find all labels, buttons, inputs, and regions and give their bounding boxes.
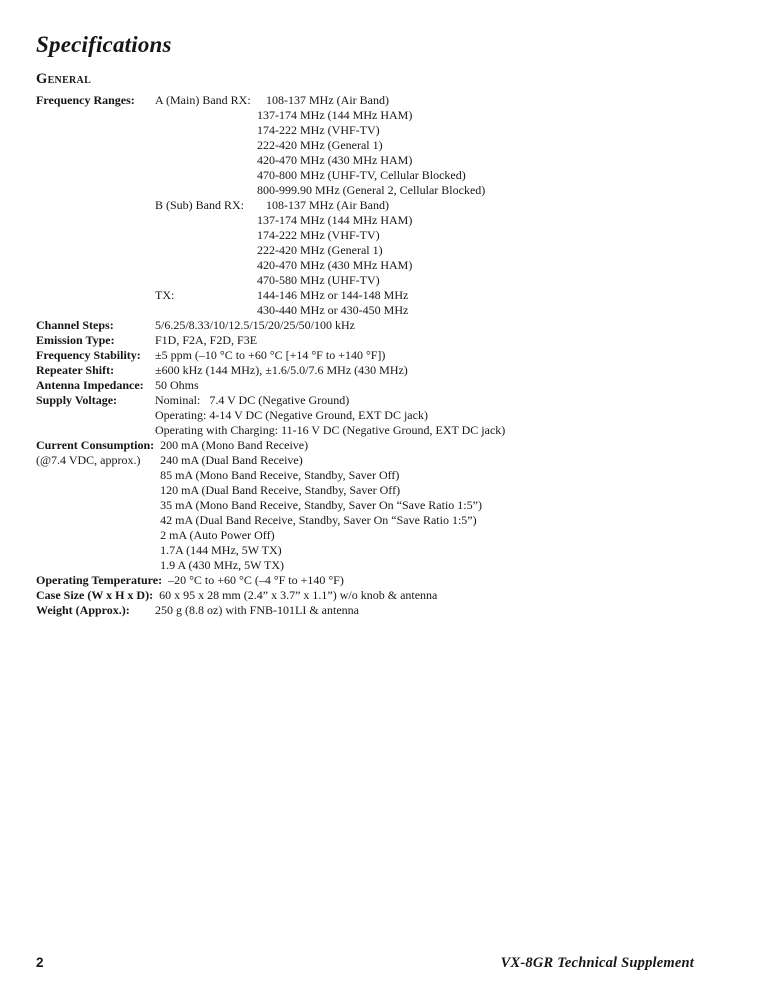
spec-line: 144-146 MHz or 144-148 MHz	[257, 288, 409, 302]
spec-line: 42 mA (Dual Band Receive, Standby, Saver On “Save Ratio 1:5”)	[160, 513, 477, 527]
spec-label: Emission Type:	[36, 333, 115, 347]
spec-line: Operating with Charging: 11-16 V DC (Negative Ground, EXT DC jack)	[155, 423, 506, 437]
spec-row	[36, 573, 735, 588]
spec-line: 222-420 MHz (General 1)	[257, 243, 383, 257]
spec-value-col	[155, 318, 735, 333]
spec-row	[36, 93, 735, 318]
spec-line: 420-470 MHz (430 MHz HAM)	[257, 258, 413, 272]
spec-label-col	[36, 588, 159, 603]
spec-line: 174-222 MHz (VHF-TV)	[257, 228, 380, 242]
spec-row	[36, 363, 735, 378]
spec-line: 5/6.25/8.33/10/12.5/15/20/25/50/100 kHz	[155, 318, 355, 332]
spec-value-col	[155, 393, 735, 438]
page-number: 2	[36, 955, 44, 970]
spec-row	[36, 393, 735, 438]
spec-line: Nominal: 7.4 V DC (Negative Ground)	[155, 393, 350, 407]
page-content	[36, 32, 735, 618]
spec-value-col	[155, 93, 735, 318]
spec-value-col	[155, 378, 735, 393]
spec-label-col	[36, 333, 155, 348]
spec-line: 108-137 MHz (Air Band)	[266, 198, 389, 212]
spec-lines	[257, 93, 485, 198]
spec-label: Supply Voltage:	[36, 393, 118, 407]
spec-line: 108-137 MHz (Air Band)	[266, 93, 389, 107]
spec-label-col	[36, 603, 155, 618]
frequency-group	[155, 288, 735, 318]
spec-sublabel: TX:	[155, 288, 175, 302]
spec-label-col	[36, 93, 155, 108]
doc-title: VX-8GR Technical Supplement	[500, 955, 694, 971]
spec-line: 2 mA (Auto Power Off)	[160, 528, 275, 542]
spec-line: ±5 ppm (–10 °C to +60 °C [+14 °F to +140 °F])	[155, 348, 386, 362]
spec-row	[36, 588, 735, 603]
spec-lines	[257, 198, 412, 288]
spec-label: Channel Steps:	[36, 318, 114, 332]
spec-value-col	[155, 348, 735, 363]
spec-label: Weight (Approx.):	[36, 603, 130, 617]
spec-label: Current Consumption:	[36, 438, 155, 452]
spec-label-col	[36, 318, 155, 333]
spec-line: 137-174 MHz (144 MHz HAM)	[257, 213, 413, 227]
spec-row	[36, 348, 735, 363]
spec-line: 60 x 95 x 28 mm (2.4” x 3.7” x 1.1”) w/o knob & antenna	[159, 588, 438, 602]
spec-label: Antenna Impedance:	[36, 378, 144, 392]
frequency-group	[155, 198, 735, 288]
spec-line: 200 mA (Mono Band Receive)	[160, 438, 309, 452]
spec-line: 174-222 MHz (VHF-TV)	[257, 123, 380, 137]
spec-label-col	[36, 363, 155, 378]
spec-line: 50 Ohms	[155, 378, 199, 392]
spec-row	[36, 438, 735, 573]
spec-row	[36, 603, 735, 618]
spec-line: 420-470 MHz (430 MHz HAM)	[257, 153, 413, 167]
spec-row	[36, 333, 735, 348]
spec-label-col	[36, 438, 160, 468]
spec-value-col	[159, 588, 735, 603]
spec-value-col	[155, 363, 735, 378]
spec-value-col	[155, 603, 735, 618]
spec-line: 35 mA (Mono Band Receive, Standby, Saver On “Save Ratio 1:5”)	[160, 498, 482, 512]
spec-line: ±600 kHz (144 MHz), ±1.6/5.0/7.6 MHz (430 MHz)	[155, 363, 408, 377]
spec-sublabel: B (Sub) Band RX:	[155, 198, 245, 212]
spec-label: Operating Temperature:	[36, 573, 163, 587]
footer	[36, 955, 694, 972]
spec-value-col	[155, 333, 735, 348]
spec-table	[36, 93, 735, 618]
spec-line: 240 mA (Dual Band Receive)	[160, 453, 303, 467]
spec-line: 120 mA (Dual Band Receive, Standby, Saver Off)	[160, 483, 401, 497]
spec-label: Frequency Stability:	[36, 348, 141, 362]
spec-line: Operating: 4-14 V DC (Negative Ground, EXT DC jack)	[155, 408, 428, 422]
spec-line: 85 mA (Mono Band Receive, Standby, Saver Off)	[160, 468, 400, 482]
page-title: Specifications	[36, 32, 172, 57]
spec-sublabel: A (Main) Band RX:	[155, 93, 251, 107]
spec-row	[36, 378, 735, 393]
spec-label-note: (@7.4 VDC, approx.)	[36, 453, 141, 467]
spec-line: 137-174 MHz (144 MHz HAM)	[257, 108, 413, 122]
spec-label: Frequency Ranges:	[36, 93, 135, 107]
spec-label-col	[36, 348, 155, 363]
spec-line: 470-800 MHz (UHF-TV, Cellular Blocked)	[257, 168, 466, 182]
spec-lines	[257, 288, 408, 318]
spec-value-col	[168, 573, 735, 588]
spec-line: 1.7A (144 MHz, 5W TX)	[160, 543, 282, 557]
spec-label-col	[36, 393, 155, 408]
section-heading-general: General	[36, 71, 92, 87]
frequency-group	[155, 93, 735, 198]
spec-line: 1.9 A (430 MHz, 5W TX)	[160, 558, 285, 572]
spec-line: F1D, F2A, F2D, F3E	[155, 333, 258, 347]
spec-value-col	[160, 438, 735, 573]
spec-line: 250 g (8.8 oz) with FNB-101LI & antenna	[155, 603, 359, 617]
spec-line: 430-440 MHz or 430-450 MHz	[257, 303, 409, 317]
spec-line: 470-580 MHz (UHF-TV)	[257, 273, 380, 287]
spec-label: Repeater Shift:	[36, 363, 115, 377]
spec-label-col	[36, 573, 168, 588]
spec-label: Case Size (W x H x D):	[36, 588, 154, 602]
spec-row	[36, 318, 735, 333]
spec-label-col	[36, 378, 155, 393]
spec-line: –20 °C to +60 °C (–4 °F to +140 °F)	[168, 573, 344, 587]
spec-line: 222-420 MHz (General 1)	[257, 138, 383, 152]
spec-line: 800-999.90 MHz (General 2, Cellular Blocked)	[257, 183, 486, 197]
